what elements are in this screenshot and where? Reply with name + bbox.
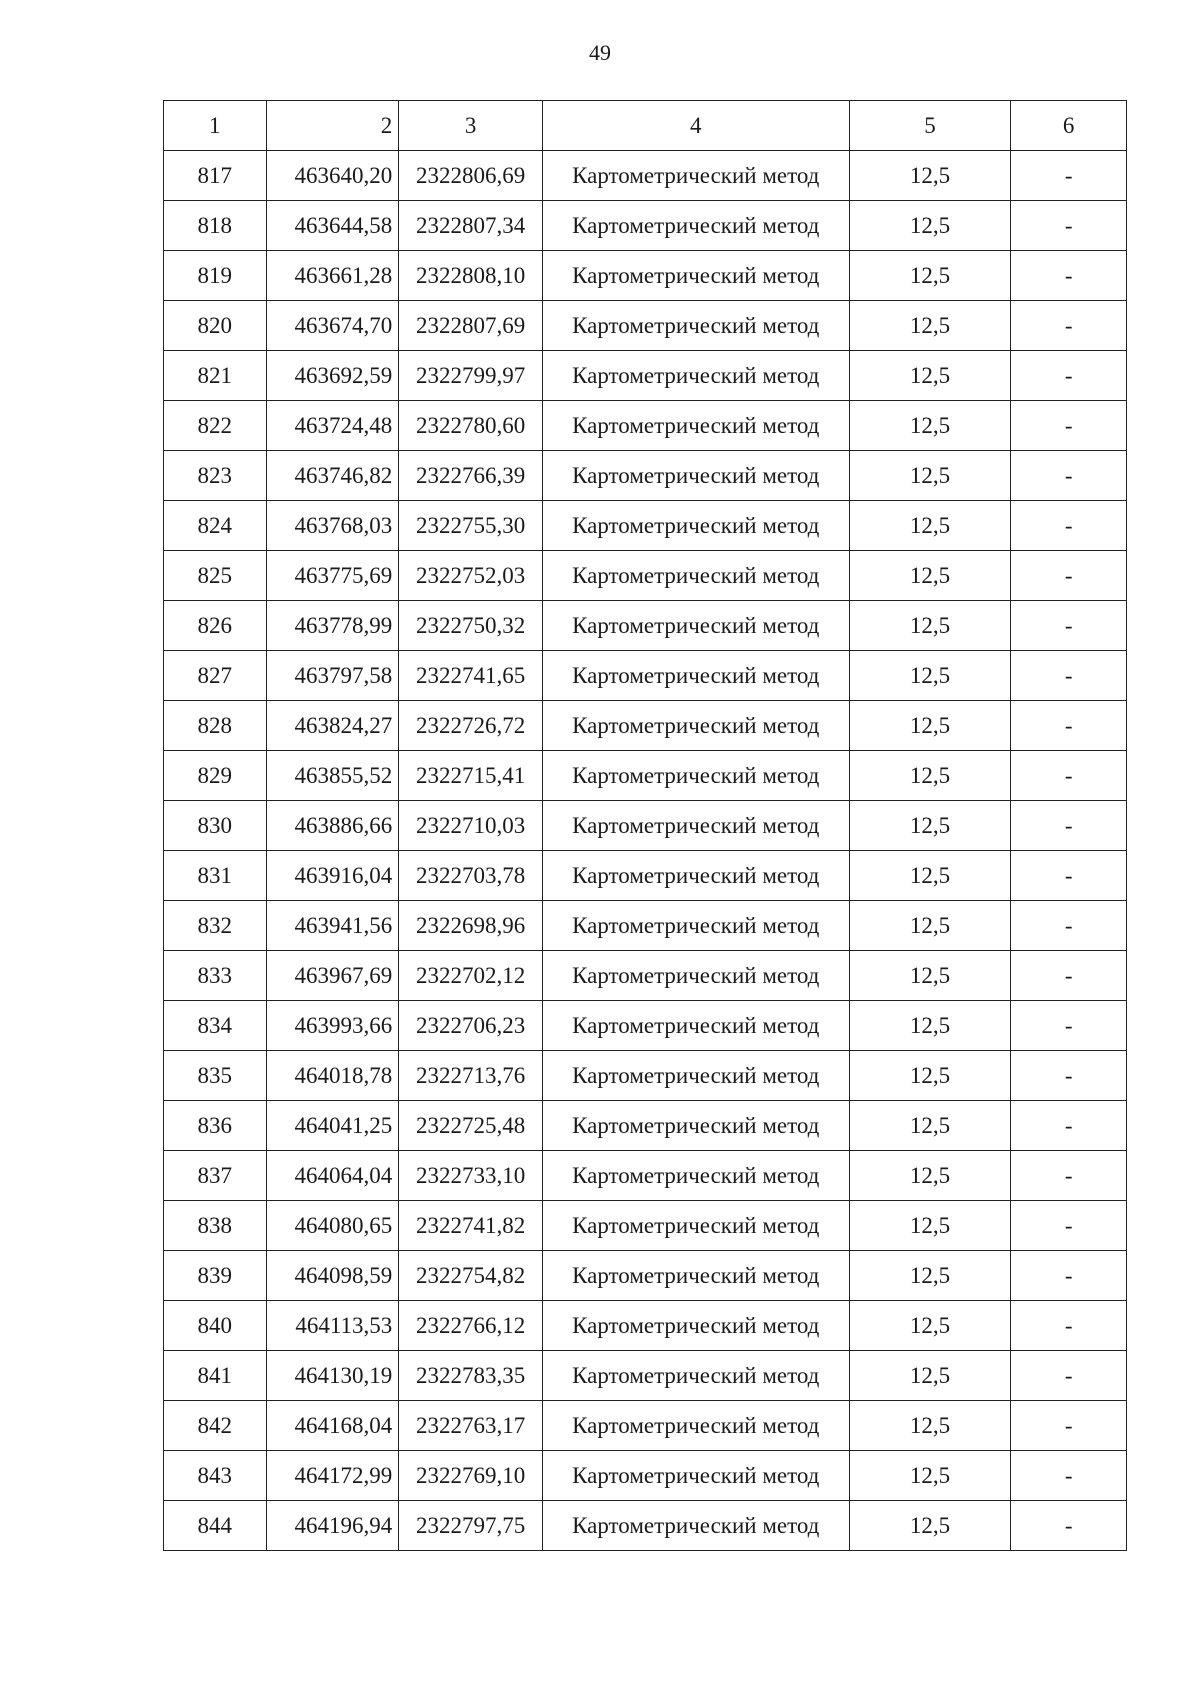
table-cell: 463768,03: [266, 501, 399, 551]
table-row: [164, 151, 1127, 201]
column-header-4: 4: [542, 101, 849, 151]
table-cell: 826: [164, 601, 267, 651]
table-cell: Картометрический метод: [542, 301, 849, 351]
table-cell: 835: [164, 1051, 267, 1101]
table-cell: 464064,04: [266, 1151, 399, 1201]
table-cell: -: [1011, 951, 1127, 1001]
table-row: [164, 1501, 1127, 1551]
table-cell: 836: [164, 1101, 267, 1151]
table-cell: 464196,94: [266, 1501, 399, 1551]
table-cell: Картометрический метод: [542, 701, 849, 751]
table-cell: 12,5: [849, 1201, 1011, 1251]
table-cell: 829: [164, 751, 267, 801]
table-row: [164, 1351, 1127, 1401]
table-cell: -: [1011, 1101, 1127, 1151]
column-header-3: 3: [399, 101, 543, 151]
table-cell: -: [1011, 551, 1127, 601]
table-cell: 822: [164, 401, 267, 451]
table-cell: 464018,78: [266, 1051, 399, 1101]
table-cell: -: [1011, 1001, 1127, 1051]
table-cell: 463778,99: [266, 601, 399, 651]
table-row: [164, 1201, 1127, 1251]
table-cell: 2322808,10: [399, 251, 543, 301]
table-cell: 818: [164, 201, 267, 251]
table-cell: 12,5: [849, 651, 1011, 701]
table-row: [164, 451, 1127, 501]
table-cell: -: [1011, 701, 1127, 751]
table-cell: 464168,04: [266, 1401, 399, 1451]
table-cell: 12,5: [849, 901, 1011, 951]
table-cell: 838: [164, 1201, 267, 1251]
table-cell: 12,5: [849, 551, 1011, 601]
column-header-1: 1: [164, 101, 267, 151]
table-cell: Картометрический метод: [542, 1251, 849, 1301]
table-cell: -: [1011, 801, 1127, 851]
table-cell: -: [1011, 851, 1127, 901]
table-cell: 12,5: [849, 1251, 1011, 1301]
table-cell: Картометрический метод: [542, 1201, 849, 1251]
table-cell: 12,5: [849, 951, 1011, 1001]
table-cell: 463724,48: [266, 401, 399, 451]
coordinates-table: [163, 100, 1127, 1551]
table-cell: Картометрический метод: [542, 1401, 849, 1451]
table-cell: -: [1011, 901, 1127, 951]
table-cell: 463661,28: [266, 251, 399, 301]
table-cell: 12,5: [849, 1101, 1011, 1151]
table-cell: Картометрический метод: [542, 1351, 849, 1401]
column-header-6: 6: [1011, 101, 1127, 151]
table-cell: -: [1011, 1251, 1127, 1301]
table-cell: 2322706,23: [399, 1001, 543, 1051]
table-cell: 12,5: [849, 451, 1011, 501]
table-cell: 837: [164, 1151, 267, 1201]
table-cell: 463855,52: [266, 751, 399, 801]
table-cell: -: [1011, 1201, 1127, 1251]
table-cell: -: [1011, 601, 1127, 651]
table-cell: -: [1011, 501, 1127, 551]
table-cell: Картометрический метод: [542, 1301, 849, 1351]
table-cell: 834: [164, 1001, 267, 1051]
table-cell: 2322780,60: [399, 401, 543, 451]
table-cell: Картометрический метод: [542, 151, 849, 201]
table-cell: 819: [164, 251, 267, 301]
table-cell: 2322766,12: [399, 1301, 543, 1351]
table-cell: 12,5: [849, 1451, 1011, 1501]
table-cell: 12,5: [849, 251, 1011, 301]
table-cell: 12,5: [849, 751, 1011, 801]
page-number: 49: [589, 40, 611, 65]
table-cell: -: [1011, 201, 1127, 251]
table-cell: Картометрический метод: [542, 751, 849, 801]
table-cell: 2322799,97: [399, 351, 543, 401]
table-cell: Картометрический метод: [542, 551, 849, 601]
table-row: [164, 901, 1127, 951]
table-cell: 463674,70: [266, 301, 399, 351]
table-cell: -: [1011, 1301, 1127, 1351]
table-cell: 823: [164, 451, 267, 501]
table-cell: Картометрический метод: [542, 851, 849, 901]
table-cell: 12,5: [849, 601, 1011, 651]
table-cell: 12,5: [849, 701, 1011, 751]
table-cell: 12,5: [849, 1351, 1011, 1401]
table-cell: 12,5: [849, 201, 1011, 251]
column-header-5: 5: [849, 101, 1011, 151]
table-cell: 839: [164, 1251, 267, 1301]
table-cell: 2322750,32: [399, 601, 543, 651]
column-header-2: 2: [266, 101, 399, 151]
table-cell: 463993,66: [266, 1001, 399, 1051]
table-cell: 2322752,03: [399, 551, 543, 601]
table-cell: 463692,59: [266, 351, 399, 401]
table-cell: 2322702,12: [399, 951, 543, 1001]
table-cell: Картометрический метод: [542, 401, 849, 451]
table-cell: 463644,58: [266, 201, 399, 251]
table-cell: Картометрический метод: [542, 651, 849, 701]
table-cell: 463824,27: [266, 701, 399, 751]
table-cell: 827: [164, 651, 267, 701]
table-row: [164, 301, 1127, 351]
table-cell: 2322733,10: [399, 1151, 543, 1201]
table-cell: 463640,20: [266, 151, 399, 201]
table-cell: 2322741,65: [399, 651, 543, 701]
table-cell: Картометрический метод: [542, 351, 849, 401]
table-cell: Картометрический метод: [542, 501, 849, 551]
table-row: [164, 1051, 1127, 1101]
table-cell: -: [1011, 1351, 1127, 1401]
table-cell: 464041,25: [266, 1101, 399, 1151]
table-row: [164, 1251, 1127, 1301]
table-cell: Картометрический метод: [542, 251, 849, 301]
table-cell: -: [1011, 1151, 1127, 1201]
table-row: [164, 801, 1127, 851]
table-cell: Картометрический метод: [542, 601, 849, 651]
table-cell: 464080,65: [266, 1201, 399, 1251]
table-cell: 832: [164, 901, 267, 951]
table-cell: -: [1011, 351, 1127, 401]
table-cell: 464172,99: [266, 1451, 399, 1501]
table-cell: -: [1011, 1051, 1127, 1101]
table-cell: 831: [164, 851, 267, 901]
table-cell: 843: [164, 1451, 267, 1501]
table-cell: 12,5: [849, 351, 1011, 401]
table-row: [164, 251, 1127, 301]
table-row: [164, 1451, 1127, 1501]
table-cell: 464113,53: [266, 1301, 399, 1351]
table-cell: 833: [164, 951, 267, 1001]
table-cell: -: [1011, 651, 1127, 701]
table-cell: 2322763,17: [399, 1401, 543, 1451]
table-cell: 2322754,82: [399, 1251, 543, 1301]
table-cell: 840: [164, 1301, 267, 1351]
table-row: [164, 601, 1127, 651]
table-cell: 463886,66: [266, 801, 399, 851]
table-cell: -: [1011, 151, 1127, 201]
table-cell: Картометрический метод: [542, 1151, 849, 1201]
table-cell: 463916,04: [266, 851, 399, 901]
table-row: [164, 501, 1127, 551]
table-row: [164, 1151, 1127, 1201]
table-row: [164, 1301, 1127, 1351]
table-cell: 12,5: [849, 1301, 1011, 1351]
table-cell: 464098,59: [266, 1251, 399, 1301]
table-cell: 2322741,82: [399, 1201, 543, 1251]
table-cell: -: [1011, 1401, 1127, 1451]
table-cell: 2322703,78: [399, 851, 543, 901]
table-cell: 2322726,72: [399, 701, 543, 751]
table-cell: Картометрический метод: [542, 451, 849, 501]
table-row: [164, 1001, 1127, 1051]
table-cell: -: [1011, 401, 1127, 451]
table-cell: 2322769,10: [399, 1451, 543, 1501]
table-row: [164, 701, 1127, 751]
table-row: [164, 351, 1127, 401]
table-cell: 12,5: [849, 851, 1011, 901]
table-cell: 463797,58: [266, 651, 399, 701]
table-cell: -: [1011, 251, 1127, 301]
table-cell: Картометрический метод: [542, 901, 849, 951]
table-cell: 12,5: [849, 801, 1011, 851]
table-cell: -: [1011, 1451, 1127, 1501]
table-cell: 842: [164, 1401, 267, 1451]
table-cell: 463967,69: [266, 951, 399, 1001]
table-row: [164, 1401, 1127, 1451]
table-cell: 820: [164, 301, 267, 351]
table-cell: 12,5: [849, 151, 1011, 201]
table-header: [164, 101, 1127, 151]
table-row: [164, 851, 1127, 901]
table-cell: 828: [164, 701, 267, 751]
header-row: [164, 101, 1127, 151]
table-cell: 2322783,35: [399, 1351, 543, 1401]
table-cell: Картометрический метод: [542, 1451, 849, 1501]
table-cell: 824: [164, 501, 267, 551]
table-cell: 2322725,48: [399, 1101, 543, 1151]
table-cell: 2322797,75: [399, 1501, 543, 1551]
table-cell: -: [1011, 301, 1127, 351]
table-cell: 2322710,03: [399, 801, 543, 851]
table-cell: -: [1011, 451, 1127, 501]
table-row: [164, 201, 1127, 251]
table-cell: 844: [164, 1501, 267, 1551]
table-row: [164, 551, 1127, 601]
table-cell: 12,5: [849, 1501, 1011, 1551]
table-body: [164, 151, 1127, 1551]
table-row: [164, 651, 1127, 701]
table-cell: Картометрический метод: [542, 801, 849, 851]
table-cell: -: [1011, 1501, 1127, 1551]
table-cell: 463775,69: [266, 551, 399, 601]
table-cell: 830: [164, 801, 267, 851]
table-cell: 463746,82: [266, 451, 399, 501]
table-cell: 12,5: [849, 1051, 1011, 1101]
table-cell: 12,5: [849, 1001, 1011, 1051]
table-cell: 817: [164, 151, 267, 201]
table-cell: 2322715,41: [399, 751, 543, 801]
table-cell: 841: [164, 1351, 267, 1401]
table-cell: 12,5: [849, 401, 1011, 451]
table-cell: 12,5: [849, 1151, 1011, 1201]
table-cell: Картометрический метод: [542, 1501, 849, 1551]
table-row: [164, 751, 1127, 801]
table-cell: 2322807,69: [399, 301, 543, 351]
table-cell: 2322698,96: [399, 901, 543, 951]
table-row: [164, 401, 1127, 451]
table-cell: 463941,56: [266, 901, 399, 951]
table-cell: 2322806,69: [399, 151, 543, 201]
table-cell: 12,5: [849, 301, 1011, 351]
table-cell: Картометрический метод: [542, 1001, 849, 1051]
table-cell: Картометрический метод: [542, 1101, 849, 1151]
table-cell: 2322713,76: [399, 1051, 543, 1101]
table-cell: 12,5: [849, 1401, 1011, 1451]
table-cell: Картометрический метод: [542, 951, 849, 1001]
table-cell: 2322807,34: [399, 201, 543, 251]
table-cell: 825: [164, 551, 267, 601]
table-cell: 2322766,39: [399, 451, 543, 501]
table-row: [164, 1101, 1127, 1151]
table-cell: 464130,19: [266, 1351, 399, 1401]
table-cell: 12,5: [849, 501, 1011, 551]
table-cell: 821: [164, 351, 267, 401]
table-cell: Картометрический метод: [542, 1051, 849, 1101]
table-cell: -: [1011, 751, 1127, 801]
table-cell: Картометрический метод: [542, 201, 849, 251]
table-row: [164, 951, 1127, 1001]
table-cell: 2322755,30: [399, 501, 543, 551]
